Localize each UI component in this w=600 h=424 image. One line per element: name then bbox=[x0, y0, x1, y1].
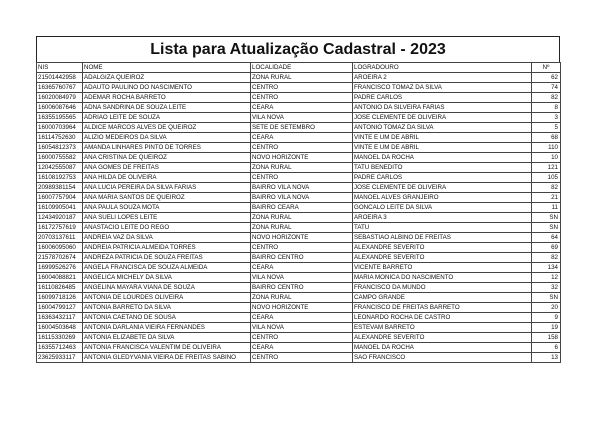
numero-cell: 13 bbox=[532, 353, 561, 363]
nome-cell: ANGELINA MAYARA VIANA DE SOUZA bbox=[83, 283, 251, 293]
logradouro-cell: ALEXANDRE SEVERITO bbox=[353, 253, 532, 263]
logradouro-cell: VINTE E UM DE ABRIL bbox=[353, 133, 532, 143]
numero-cell: 82 bbox=[532, 253, 561, 263]
nome-cell: ANA GOMES DE FREITAS bbox=[83, 163, 251, 173]
numero-cell: 134 bbox=[532, 263, 561, 273]
nome-cell: ADNA SANDRINA DE SOUZA LEITE bbox=[83, 103, 251, 113]
nome-cell: ANA SUELI LOPES LEITE bbox=[83, 213, 251, 223]
nis-cell: 16020084979 bbox=[37, 93, 83, 103]
localidade-cell: CENTRO bbox=[251, 83, 353, 93]
table-row bbox=[37, 313, 561, 323]
table-row bbox=[37, 303, 561, 313]
logradouro-cell: SAO FRANCISCO bbox=[353, 353, 532, 363]
logradouro-cell: FRANCISCO DE FREITAS BARRETO bbox=[353, 303, 532, 313]
logradouro-cell: CAMPO GRANDE bbox=[353, 293, 532, 303]
localidade-cell: BAIRRO CENTRO bbox=[251, 253, 353, 263]
spreadsheet-page bbox=[36, 36, 560, 363]
header-logradouro: LOGRADOURO bbox=[353, 63, 532, 73]
table-row bbox=[37, 83, 561, 93]
numero-cell: 82 bbox=[532, 183, 561, 193]
localidade-cell: CENTRO bbox=[251, 143, 353, 153]
nis-cell: 16004088821 bbox=[37, 273, 83, 283]
nome-cell: ANA HILDA DE OLIVEIRA bbox=[83, 173, 251, 183]
table-row bbox=[37, 323, 561, 333]
localidade-cell: BAIRRO VILA NOVA bbox=[251, 193, 353, 203]
localidade-cell: ZONA RURAL bbox=[251, 223, 353, 233]
nome-cell: ANTONIA GLEDYVANIA VIEIRA DE FREITAS SABINO bbox=[83, 353, 251, 363]
table-row bbox=[37, 283, 561, 293]
nis-cell: 23625933117 bbox=[37, 353, 83, 363]
logradouro-cell: JOSE CLEMENTE DE OLIVEIRA bbox=[353, 113, 532, 123]
nome-cell: ANTONIA FRANCISCA VALENTIM DE OLIVEIRA bbox=[83, 343, 251, 353]
table-row bbox=[37, 143, 561, 153]
logradouro-cell: MANOEL DA ROCHA bbox=[353, 153, 532, 163]
nis-cell: 16108192753 bbox=[37, 173, 83, 183]
table-row bbox=[37, 153, 561, 163]
nome-cell: ANDREIA VAZ DA SILVA bbox=[83, 233, 251, 243]
nis-cell: 16363432117 bbox=[37, 313, 83, 323]
registry-table-body bbox=[37, 63, 561, 363]
nis-cell: 16099718126 bbox=[37, 293, 83, 303]
nome-cell: ALDICE MARCOS ALVES DE QUEIROZ bbox=[83, 123, 251, 133]
localidade-cell: ZONA RURAL bbox=[251, 163, 353, 173]
numero-cell: 10 bbox=[532, 153, 561, 163]
numero-cell: 110 bbox=[532, 143, 561, 153]
table-row bbox=[37, 133, 561, 143]
logradouro-cell: PADRE CARLOS bbox=[353, 173, 532, 183]
table-row bbox=[37, 173, 561, 183]
localidade-cell: ZONA RURAL bbox=[251, 293, 353, 303]
logradouro-cell: FRANCISCO DA MUNDO bbox=[353, 283, 532, 293]
header-localidade: LOCALIDADE bbox=[251, 63, 353, 73]
logradouro-cell: MANOEL DA ROCHA bbox=[353, 343, 532, 353]
table-row bbox=[37, 223, 561, 233]
logradouro-cell: LEONARDO ROCHA DE CASTRO bbox=[353, 313, 532, 323]
localidade-cell: CENTRO bbox=[251, 243, 353, 253]
table-row bbox=[37, 243, 561, 253]
logradouro-cell: MANOEL ALVES GRANJEIRO bbox=[353, 193, 532, 203]
numero-cell: 11 bbox=[532, 203, 561, 213]
localidade-cell: CEARA bbox=[251, 133, 353, 143]
table-row bbox=[37, 123, 561, 133]
localidade-cell: VILA NOVA bbox=[251, 113, 353, 123]
logradouro-cell: ALEXANDRE SEVERITO bbox=[353, 333, 532, 343]
table-row bbox=[37, 203, 561, 213]
nome-cell: ANA PAULA SOUZA MOTA bbox=[83, 203, 251, 213]
logradouro-cell: ANTONIO TOMAZ DA SILVA bbox=[353, 123, 532, 133]
table-row bbox=[37, 263, 561, 273]
localidade-cell: NOVO HORIZONTE bbox=[251, 233, 353, 243]
nome-cell: ALIZIO MEDEIROS DA SILVA bbox=[83, 133, 251, 143]
nis-cell: 16999526276 bbox=[37, 263, 83, 273]
numero-cell: SN bbox=[532, 213, 561, 223]
table-row bbox=[37, 343, 561, 353]
localidade-cell: CENTRO bbox=[251, 353, 353, 363]
logradouro-cell: ESTEVAM BARRETO bbox=[353, 323, 532, 333]
localidade-cell: CEARA bbox=[251, 263, 353, 273]
localidade-cell: NOVO HORIZONTE bbox=[251, 153, 353, 163]
localidade-cell: NOVO HORIZONTE bbox=[251, 303, 353, 313]
logradouro-cell: VINTE E UM DE ABRIL bbox=[353, 143, 532, 153]
nome-cell: ANDREIA PATRICIA ALMEIDA TORRES bbox=[83, 243, 251, 253]
numero-cell: 5 bbox=[532, 123, 561, 133]
numero-cell: 8 bbox=[532, 103, 561, 113]
document-title: Lista para Atualização Cadastral - 2023 bbox=[36, 36, 560, 62]
logradouro-cell: TATU bbox=[353, 223, 532, 233]
numero-cell: 32 bbox=[532, 283, 561, 293]
nis-cell: 16109905041 bbox=[37, 203, 83, 213]
nome-cell: ADAUTO PAULINO DO NASCIMENTO bbox=[83, 83, 251, 93]
logradouro-cell: SEBASTIAO ALBINO DE FREITAS bbox=[353, 233, 532, 243]
nis-cell: 16365760767 bbox=[37, 83, 83, 93]
nis-cell: 16000755582 bbox=[37, 153, 83, 163]
nis-cell: 16355195565 bbox=[37, 113, 83, 123]
numero-cell: 64 bbox=[532, 233, 561, 243]
numero-cell: 121 bbox=[532, 163, 561, 173]
logradouro-cell: TATU BENEDITO bbox=[353, 163, 532, 173]
header-numero: Nº bbox=[532, 63, 561, 73]
localidade-cell: CEARA bbox=[251, 343, 353, 353]
localidade-cell: ZONA RURAL bbox=[251, 73, 353, 83]
nome-cell: ANTONIA DE LOURDES OLIVEIRA bbox=[83, 293, 251, 303]
table-row bbox=[37, 183, 561, 193]
numero-cell: 69 bbox=[532, 243, 561, 253]
numero-cell: SN bbox=[532, 223, 561, 233]
nome-cell: AMANDA LINHARES PINTO DE TORRES bbox=[83, 143, 251, 153]
localidade-cell: CEARA bbox=[251, 103, 353, 113]
registry-table bbox=[36, 62, 561, 363]
numero-cell: 3 bbox=[532, 113, 561, 123]
localidade-cell: BAIRRO CEARA bbox=[251, 203, 353, 213]
table-row bbox=[37, 353, 561, 363]
logradouro-cell: AROEIRA 2 bbox=[353, 73, 532, 83]
numero-cell: 62 bbox=[532, 73, 561, 83]
nome-cell: ANGELICA MICHELY DA SILVA bbox=[83, 273, 251, 283]
nome-cell: ANASTACIO LEITE DO REGO bbox=[83, 223, 251, 233]
localidade-cell: VILA NOVA bbox=[251, 323, 353, 333]
nis-cell: 16054812373 bbox=[37, 143, 83, 153]
numero-cell: 158 bbox=[532, 333, 561, 343]
logradouro-cell: JOSE CLEMENTE DE OLIVEIRA bbox=[353, 183, 532, 193]
nis-cell: 21578702674 bbox=[37, 253, 83, 263]
logradouro-cell: VICENTE BARRETO bbox=[353, 263, 532, 273]
numero-cell: 6 bbox=[532, 343, 561, 353]
localidade-cell: VILA NOVA bbox=[251, 273, 353, 283]
table-row bbox=[37, 73, 561, 83]
nome-cell: ADALGIZA QUEIROZ bbox=[83, 73, 251, 83]
nome-cell: ANTONIA BARRETO DA SILVA bbox=[83, 303, 251, 313]
header-nome: NOME bbox=[83, 63, 251, 73]
numero-cell: 74 bbox=[532, 83, 561, 93]
table-row bbox=[37, 293, 561, 303]
table-row bbox=[37, 163, 561, 173]
nome-cell: ANA LUCIA PEREIRA DA SILVA FARIAS bbox=[83, 183, 251, 193]
logradouro-cell: ANTONIO DA SILVEIRA FARIAS bbox=[353, 103, 532, 113]
nis-cell: 21501442958 bbox=[37, 73, 83, 83]
nis-cell: 16004503648 bbox=[37, 323, 83, 333]
nis-cell: 12434920187 bbox=[37, 213, 83, 223]
localidade-cell: BAIRRO CENTRO bbox=[251, 283, 353, 293]
nome-cell: ADEMAR ROCHA BARRETO bbox=[83, 93, 251, 103]
nis-cell: 20703137611 bbox=[37, 233, 83, 243]
numero-cell: 12 bbox=[532, 273, 561, 283]
nis-cell: 16006087646 bbox=[37, 103, 83, 113]
table-row bbox=[37, 213, 561, 223]
nis-cell: 16000703964 bbox=[37, 123, 83, 133]
numero-cell: SN bbox=[532, 293, 561, 303]
numero-cell: 82 bbox=[532, 93, 561, 103]
localidade-cell: BAIRRO VILA NOVA bbox=[251, 183, 353, 193]
table-row bbox=[37, 103, 561, 113]
numero-cell: 19 bbox=[532, 323, 561, 333]
localidade-cell: CENTRO bbox=[251, 93, 353, 103]
nis-cell: 16172757619 bbox=[37, 223, 83, 233]
logradouro-cell: AROEIRA 3 bbox=[353, 213, 532, 223]
numero-cell: 105 bbox=[532, 173, 561, 183]
logradouro-cell: MARIA MONICA DO NASCIMENTO bbox=[353, 273, 532, 283]
table-row bbox=[37, 233, 561, 243]
nome-cell: ANTONIA CAETANO DE SOUSA bbox=[83, 313, 251, 323]
nome-cell: ADRIAO LEITE DE SOUZA bbox=[83, 113, 251, 123]
nis-cell: 16115330269 bbox=[37, 333, 83, 343]
logradouro-cell: GONCALO LEITE DA SILVA bbox=[353, 203, 532, 213]
logradouro-cell: ALEXANDRE SEVERITO bbox=[353, 243, 532, 253]
table-row bbox=[37, 93, 561, 103]
localidade-cell: CENTRO bbox=[251, 333, 353, 343]
header-nis: NIS bbox=[37, 63, 83, 73]
nis-cell: 16355712463 bbox=[37, 343, 83, 353]
nome-cell: ANGELA FRANCISCA DE SOUZA ALMEIDA bbox=[83, 263, 251, 273]
nome-cell: ANA MARIA SANTOS DE QUEIROZ bbox=[83, 193, 251, 203]
logradouro-cell: PADRE CARLOS bbox=[353, 93, 532, 103]
localidade-cell: CEARA bbox=[251, 313, 353, 323]
table-row bbox=[37, 253, 561, 263]
logradouro-cell: FRANCISCO TOMAZ DA SILVA bbox=[353, 83, 532, 93]
nis-cell: 16110826485 bbox=[37, 283, 83, 293]
numero-cell: 21 bbox=[532, 193, 561, 203]
nis-cell: 16004799127 bbox=[37, 303, 83, 313]
table-row bbox=[37, 333, 561, 343]
localidade-cell: ZONA RURAL bbox=[251, 213, 353, 223]
localidade-cell: CENTRO bbox=[251, 173, 353, 183]
nis-cell: 12042555087 bbox=[37, 163, 83, 173]
nis-cell: 16114752630 bbox=[37, 133, 83, 143]
nis-cell: 16006095060 bbox=[37, 243, 83, 253]
localidade-cell: SETE DE SETEMBRO bbox=[251, 123, 353, 133]
nome-cell: ANTONIA ELIZABETE DA SILVA bbox=[83, 333, 251, 343]
nis-cell: 16007757904 bbox=[37, 193, 83, 203]
table-row bbox=[37, 113, 561, 123]
nome-cell: ANA CRISTINA DE QUEIROZ bbox=[83, 153, 251, 163]
table-header-row bbox=[37, 63, 561, 73]
nis-cell: 20989381154 bbox=[37, 183, 83, 193]
numero-cell: 68 bbox=[532, 133, 561, 143]
numero-cell: 9 bbox=[532, 313, 561, 323]
table-row bbox=[37, 273, 561, 283]
nome-cell: ANDREZA PATRICIA DE SOUZA FREITAS bbox=[83, 253, 251, 263]
nome-cell: ANTONIA DARLANIA VIEIRA FERNANDES bbox=[83, 323, 251, 333]
numero-cell: 20 bbox=[532, 303, 561, 313]
table-row bbox=[37, 193, 561, 203]
